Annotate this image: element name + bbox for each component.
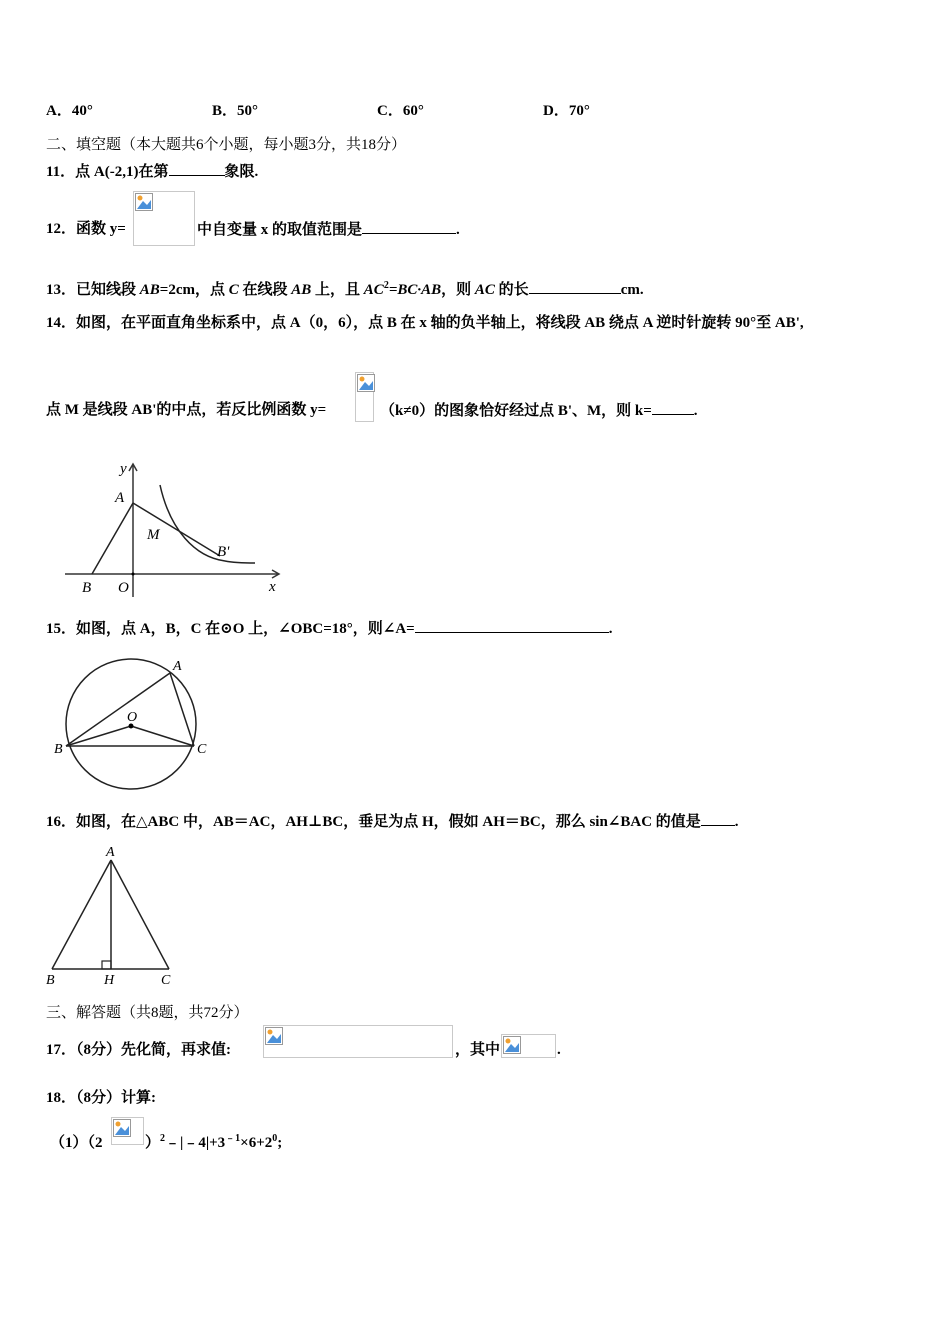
q18-exponent: 2 bbox=[160, 1133, 166, 1144]
q13-segment-ab: AB bbox=[139, 282, 160, 298]
label-c: C bbox=[197, 742, 207, 757]
origin-dot bbox=[132, 573, 135, 576]
q15-text: 15．如图，点 A，B，C 在⊙O 上，∠OBC=18°，则∠A= bbox=[46, 621, 415, 637]
q12-blank bbox=[362, 219, 456, 234]
q14-text: （k≠0）的图象恰好经过点 B'、M，则 k= bbox=[380, 403, 652, 419]
q13-exponent: 2 bbox=[383, 280, 389, 291]
formula-image-q17-expr bbox=[263, 1025, 453, 1058]
q12-text: 12．函数 y= bbox=[46, 221, 126, 237]
question-14-line1: 14．如图，在平面直角坐标系中，点 A（0，6），点 B 在 x 轴的负半轴上，将线段 AB 绕点 A 逆时针旋转 90°至 AB', bbox=[46, 315, 804, 331]
q13-part: 13．已知线段 bbox=[46, 282, 140, 298]
segment-ac bbox=[111, 860, 169, 969]
q13-segment-ac: AC bbox=[474, 282, 495, 298]
label-a: A bbox=[115, 490, 125, 506]
question-11 bbox=[46, 161, 258, 182]
q18-end: ; bbox=[277, 1135, 283, 1151]
label-b: B bbox=[82, 580, 92, 596]
section2-title: 二、填空题（本大题共6个小题，每小题3分，共18分） bbox=[46, 137, 407, 153]
q12-tail-line bbox=[197, 219, 460, 240]
q16-text: 16．如图，在△ABC 中，AB＝AC，AH⊥BC，垂足为点 H，假如 AH＝BC，那么 sin∠BAC 的值是 bbox=[46, 814, 701, 830]
q14-blank bbox=[652, 400, 694, 415]
q18-paren: ） bbox=[145, 1135, 161, 1151]
label-c: C bbox=[161, 973, 171, 988]
formula-image-q17-cond bbox=[501, 1034, 556, 1058]
q18-text: ﹣|﹣4|+3 bbox=[165, 1135, 226, 1151]
option-d: D．70° bbox=[543, 103, 590, 119]
broken-image-icon bbox=[113, 1119, 131, 1137]
q13-segment-ac: AC bbox=[363, 282, 384, 298]
question-16 bbox=[46, 811, 739, 832]
q13-equation: =BC·AB bbox=[388, 282, 442, 298]
formula-image-q18 bbox=[111, 1117, 144, 1145]
segment-bo bbox=[66, 726, 131, 746]
q12-tail: 中自变量 x 的取值范围是 bbox=[197, 222, 363, 238]
q13-blank bbox=[529, 279, 621, 294]
label-a: A bbox=[173, 659, 182, 674]
label-m: M bbox=[147, 527, 160, 543]
q13-unit: cm. bbox=[620, 282, 644, 298]
q13-part: =2cm，点 bbox=[159, 282, 229, 298]
segment-ab bbox=[52, 860, 111, 969]
segment-ab bbox=[92, 503, 133, 574]
q12-end: . bbox=[456, 222, 460, 238]
right-angle-mark bbox=[102, 961, 111, 969]
option-a: A．40° bbox=[46, 103, 93, 119]
q11-blank bbox=[169, 161, 225, 176]
label-o: O bbox=[127, 710, 138, 725]
label-b: B bbox=[54, 742, 63, 757]
broken-image-icon bbox=[503, 1036, 521, 1054]
q17-mid-text: ，其中 bbox=[455, 1042, 501, 1058]
q14-end: . bbox=[693, 403, 698, 419]
option-b: B．50° bbox=[212, 103, 259, 119]
q13-segment-ab: AB bbox=[291, 282, 312, 298]
q14-figure bbox=[60, 455, 285, 600]
hyperbola-curve bbox=[160, 485, 255, 563]
q18-exponent: 0 bbox=[272, 1133, 278, 1144]
option-c: C．60° bbox=[377, 103, 424, 119]
question-17 bbox=[46, 1040, 231, 1060]
segment-ba bbox=[66, 673, 170, 746]
q15-blank bbox=[415, 618, 609, 633]
segment-oc bbox=[131, 726, 194, 746]
q13-part: 在线段 bbox=[238, 282, 292, 298]
formula-image-q12 bbox=[133, 191, 195, 246]
q13-point-c: C bbox=[228, 282, 239, 298]
q18-part1-start: （1）（2 bbox=[50, 1135, 103, 1151]
formula-image-q14 bbox=[355, 372, 374, 422]
q17-text: 17．（8分）先化简，再求值: bbox=[46, 1042, 231, 1058]
label-b: B bbox=[46, 973, 55, 988]
q15-figure bbox=[50, 652, 215, 794]
q14-line2-tail bbox=[380, 400, 698, 421]
q13-part: 上，且 bbox=[311, 282, 364, 298]
q16-end: . bbox=[734, 814, 739, 830]
q11-tail: 象限. bbox=[224, 164, 259, 180]
label-b-prime: B' bbox=[217, 544, 230, 560]
question-13 bbox=[46, 279, 644, 300]
q16-figure bbox=[44, 842, 184, 990]
broken-image-icon bbox=[357, 374, 375, 392]
question-12 bbox=[46, 219, 126, 239]
section3-title: 三、解答题（共8题，共72分） bbox=[46, 1005, 249, 1021]
question-15 bbox=[46, 618, 612, 639]
q15-end: . bbox=[608, 621, 613, 637]
label-x: x bbox=[269, 579, 276, 595]
q17-end: . bbox=[557, 1042, 561, 1058]
label-o: O bbox=[118, 580, 129, 596]
q18-part1-rest bbox=[145, 1133, 282, 1153]
broken-image-icon bbox=[265, 1027, 283, 1045]
question-14-line2 bbox=[46, 400, 326, 420]
label-h: H bbox=[104, 973, 115, 988]
q16-blank bbox=[701, 811, 735, 826]
q13-part: 的长 bbox=[494, 282, 529, 298]
q18-text: ×6+2 bbox=[240, 1135, 273, 1151]
q13-part: ，则 bbox=[441, 282, 475, 298]
label-y: y bbox=[120, 461, 127, 477]
q14-text: 点 M 是线段 AB'的中点，若反比例函数 y= bbox=[46, 402, 327, 418]
q18-exponent: ﹣1 bbox=[225, 1133, 241, 1144]
q11-text: 11．点 A(-2,1)在第 bbox=[46, 164, 169, 180]
label-a: A bbox=[106, 845, 115, 860]
question-18-title: 18．（8分）计算: bbox=[46, 1090, 156, 1106]
broken-image-icon bbox=[135, 193, 153, 211]
